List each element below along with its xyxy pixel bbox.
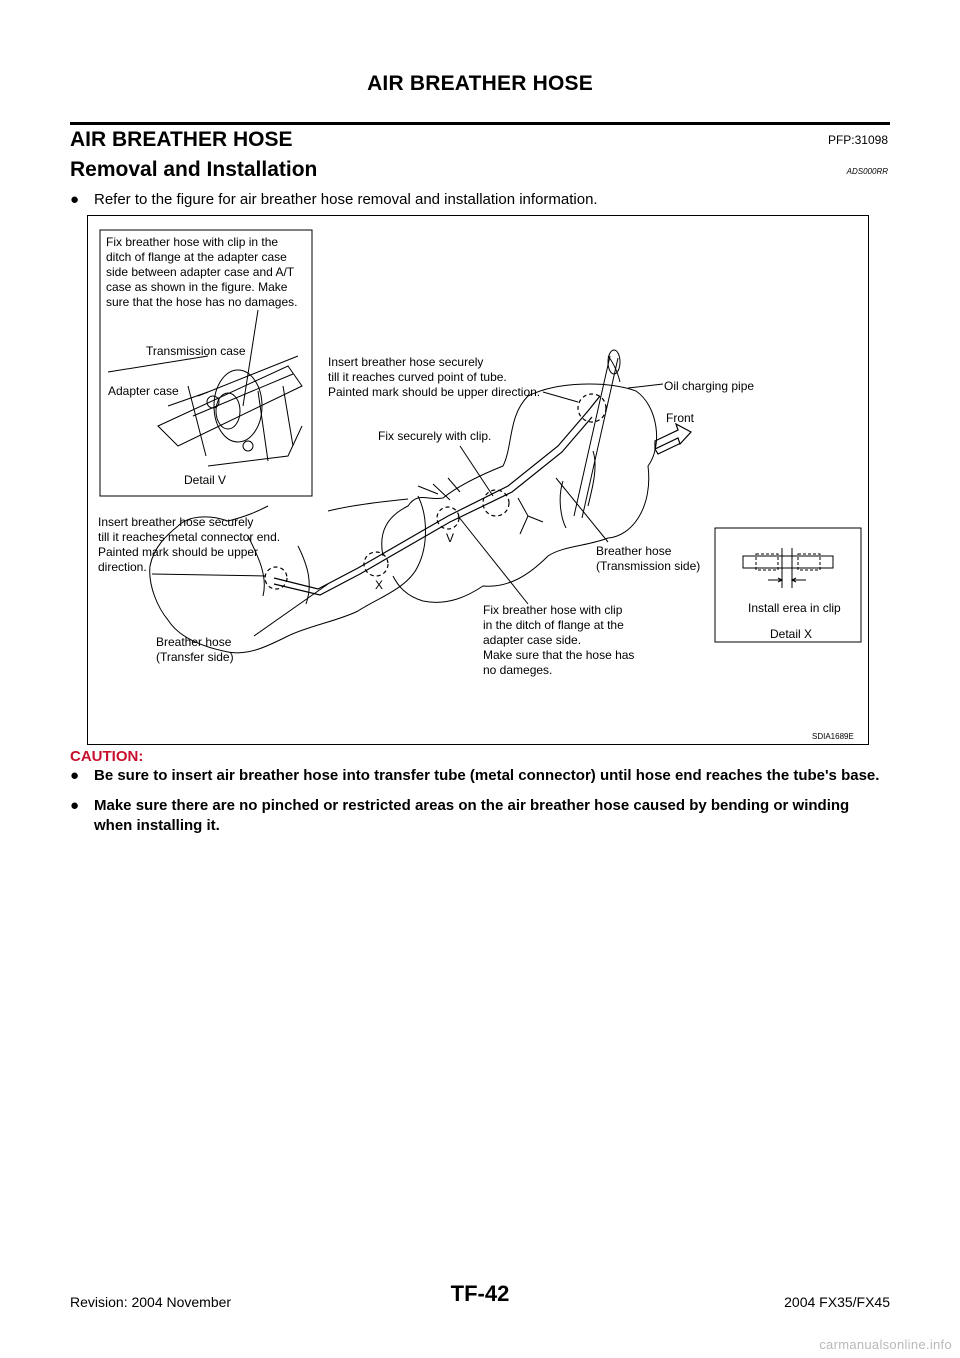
fix-flange-4: Make sure that the hose has [483,648,635,662]
insert-metal-3: Painted mark should be upper [98,545,259,559]
caution-list [70,766,890,846]
subsection-code: ADS000RR [846,167,888,176]
detail-x-sketch [743,548,833,588]
insert-metal-1: Insert breather hose securely [98,515,254,529]
insert-metal-2: till it reaches metal connector end. [98,530,281,544]
transmission-case-label: Transmission case [146,344,246,358]
front-arrow-icon [655,424,691,454]
caution-text: Make sure there are no pinched or restricted areas on the air breather hose caused by bending or winding when installing it. [94,797,850,834]
section-title: AIR BREATHER HOSE [70,128,293,151]
bullet-icon: ● [70,797,80,814]
x-marker: X [375,578,384,592]
install-area-label: Install erea in clip [748,601,841,615]
insert-curved-2: till it reaches curved point of tube. [328,370,507,384]
detail-v-label: Detail V [184,473,227,487]
fix-flange-leader [458,516,528,604]
caution-text: Be sure to insert air breather hose into transfer tube (metal connector) until hose end reaches the tube's base. [94,767,880,784]
caution-title: CAUTION: [70,748,144,765]
detail-v-note-5: sure that the hose has no damages. [106,295,298,309]
breather-transmission-2: (Transmission side) [596,559,701,573]
intro-text: Refer to the figure for air breather hose removal and installation information. [94,191,598,208]
v-marker: V [446,531,455,545]
fix-flange-3: adapter case side. [483,633,582,647]
detail-v-note-2: ditch of flange at the adapter case [106,250,287,264]
front-label: Front [666,411,695,425]
caution-item [70,796,890,836]
detail-v-note-4: case as shown in the figure. Make [106,280,288,294]
insert-curved-1: Insert breather hose securely [328,355,484,369]
breather-transmission-leader [556,478,608,542]
fix-securely-leader [460,446,493,496]
insert-curved-3: Painted mark should be upper direction. [328,385,541,399]
header-rule [70,122,890,125]
clip-location-circles [265,394,606,589]
bullet-icon: ● [70,767,80,784]
figure-id: SDIA1689E [812,732,854,741]
intro-bullet [70,191,598,208]
figure-drawing [88,216,870,746]
detail-x-frame [715,528,861,642]
fix-securely-label: Fix securely with clip. [378,429,492,443]
adapter-case-label: Adapter case [108,384,179,398]
detail-v-note-3: side between adapter case and A/T [106,265,295,279]
bullet-icon: ● [70,191,80,208]
breather-transfer-1: Breather hose [156,635,232,649]
insert-metal-4: direction. [98,560,147,574]
model-text: 2004 FX35/FX45 [784,1294,890,1310]
detail-v-note-1: Fix breather hose with clip in the [106,235,279,249]
insert-curved-leader [543,392,578,402]
fix-flange-5: no dameges. [483,663,553,677]
subsection-title: Removal and Installation [70,158,318,181]
fix-flange-2: in the ditch of flange at the [483,618,624,632]
part-code: PFP:31098 [827,133,888,147]
caution-item [70,766,890,786]
breather-transfer-leader [254,584,328,636]
oil-charging-pipe-label: Oil charging pipe [664,379,755,393]
breather-transfer-2: (Transfer side) [156,650,234,664]
detail-x-label: Detail X [770,627,813,641]
page-header-title: AIR BREATHER HOSE [367,72,593,95]
oil-charging-pipe-sketch [574,350,663,518]
revision-text: Revision: 2004 November [70,1294,232,1310]
insert-metal-leader [152,574,266,576]
page-number: TF-42 [450,1281,510,1306]
breather-hose-line [274,396,600,595]
watermark: carmanualsonline.info [819,1337,952,1352]
hose-figure [87,215,869,745]
fix-flange-1: Fix breather hose with clip [483,603,623,617]
breather-transmission-1: Breather hose [596,544,672,558]
